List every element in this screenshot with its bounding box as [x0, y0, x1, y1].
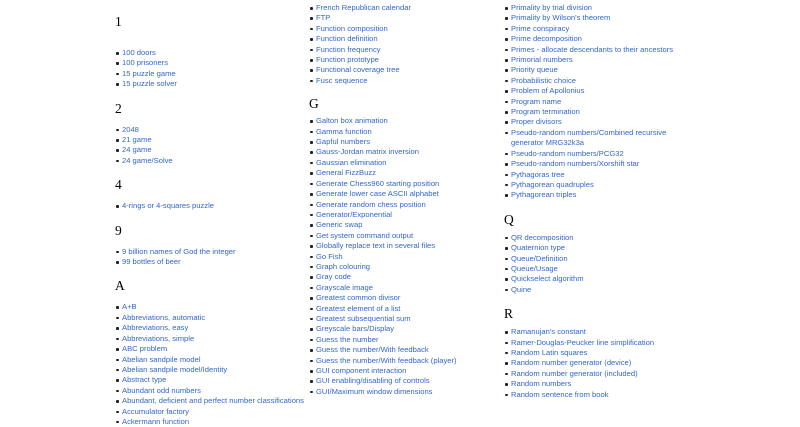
- list-item: [115, 145, 305, 155]
- section-9: [115, 224, 305, 268]
- list-item: [504, 327, 694, 337]
- task-link[interactable]: 2048: [122, 124, 139, 134]
- task-link[interactable]: Generate random chess position: [316, 199, 426, 209]
- task-link[interactable]: Random number generator (included): [511, 368, 638, 378]
- task-link[interactable]: Greatest subsequential sum: [316, 313, 411, 323]
- list-item: [309, 65, 499, 75]
- task-link[interactable]: QR decomposition: [511, 232, 574, 242]
- task-link[interactable]: Ramanujan's constant: [511, 327, 586, 337]
- task-link[interactable]: Greatest element of a list: [316, 303, 401, 313]
- task-link[interactable]: Prime decomposition: [511, 34, 582, 44]
- task-link[interactable]: Pseudo-random numbers/Xorshift star: [511, 159, 640, 169]
- list-item: [309, 147, 499, 157]
- task-link[interactable]: 15 puzzle game: [122, 68, 176, 78]
- list-item: [309, 220, 499, 230]
- task-link[interactable]: Quaternion type: [511, 243, 566, 253]
- task-link[interactable]: Function prototype: [316, 55, 379, 65]
- list-item: [504, 254, 694, 264]
- task-list: [504, 3, 694, 201]
- task-link[interactable]: Get system command output: [316, 230, 414, 240]
- list-item: [504, 338, 694, 348]
- list-item: [115, 355, 305, 365]
- task-link[interactable]: Primality by trial division: [511, 3, 593, 12]
- list-item: [309, 387, 499, 397]
- list-item: [115, 313, 305, 323]
- task-link[interactable]: Ackermann function: [122, 416, 190, 426]
- list-item: [504, 369, 694, 379]
- list-item: [504, 190, 694, 200]
- list-item: [309, 335, 499, 345]
- list-item: [309, 13, 499, 23]
- task-link[interactable]: Gaussian elimination: [316, 157, 387, 167]
- list-item: [309, 356, 499, 366]
- task-link[interactable]: Generic swap: [316, 220, 363, 230]
- task-link[interactable]: Probabilistic choice: [511, 75, 576, 85]
- list-item: [504, 76, 694, 86]
- task-link[interactable]: Function definition: [316, 34, 378, 44]
- list-item: [309, 241, 499, 251]
- list-item: [309, 127, 499, 137]
- task-link[interactable]: Function composition: [316, 23, 388, 33]
- task-link[interactable]: Quickselect algorithm: [511, 274, 584, 284]
- list-item: [504, 285, 694, 295]
- task-link[interactable]: Abbreviations, simple: [122, 333, 195, 343]
- task-list: [309, 3, 499, 86]
- task-link[interactable]: 4-rings or 4-squares puzzle: [122, 201, 215, 211]
- list-item: [115, 396, 305, 406]
- list-item: [309, 293, 499, 303]
- list-item: [115, 417, 305, 427]
- task-list: [504, 233, 694, 295]
- task-link[interactable]: General FizzBuzz: [316, 168, 376, 178]
- task-link[interactable]: French Republican calendar: [316, 3, 411, 12]
- task-link[interactable]: 24 game/Solve: [122, 155, 173, 165]
- task-link[interactable]: Graph colouring: [316, 261, 371, 271]
- list-item: [309, 3, 499, 13]
- task-link[interactable]: Guess the number: [316, 334, 379, 344]
- task-link[interactable]: Queue/Usage: [511, 263, 558, 273]
- section-heading: Q: [504, 211, 514, 227]
- list-item: [504, 45, 694, 55]
- list-item: [504, 149, 694, 159]
- section-f-continued: [309, 3, 499, 86]
- task-link[interactable]: Gamma function: [316, 126, 372, 136]
- list-item: [115, 125, 305, 135]
- task-link[interactable]: Priority queue: [511, 65, 558, 75]
- list-item: [115, 375, 305, 385]
- list-item: [309, 189, 499, 199]
- task-link[interactable]: 9 billion names of God the integer: [122, 246, 236, 256]
- task-link[interactable]: Pythagorean triples: [511, 190, 577, 200]
- list-item: [309, 200, 499, 210]
- task-link[interactable]: Gapful numbers: [316, 137, 371, 147]
- task-link[interactable]: Prime conspiracy: [511, 23, 570, 33]
- task-list: [115, 48, 305, 90]
- list-item: [504, 55, 694, 65]
- task-link[interactable]: FTP: [316, 13, 331, 23]
- section-heading: 4: [115, 177, 122, 193]
- list-item: [504, 86, 694, 96]
- task-link[interactable]: Pseudo-random numbers/Combined recursive generator MRG32k3a: [511, 127, 667, 148]
- task-link[interactable]: Random number generator (device): [511, 358, 632, 368]
- task-link[interactable]: Queue/Definition: [511, 253, 568, 263]
- task-link[interactable]: Greyscale bars/Display: [316, 324, 395, 334]
- list-item: [309, 345, 499, 355]
- task-link[interactable]: Abelian sandpile model/Identity: [122, 364, 228, 374]
- list-item: [504, 13, 694, 23]
- task-link[interactable]: GUI/Maximum window dimensions: [316, 386, 433, 396]
- section-heading: R: [504, 306, 514, 322]
- task-link[interactable]: Pseudo-random numbers/PCG32: [511, 148, 624, 158]
- list-item: [309, 168, 499, 178]
- section-g: [309, 97, 499, 397]
- task-link[interactable]: 24 game: [122, 145, 152, 155]
- task-link[interactable]: Pythagorean quadruples: [511, 179, 594, 189]
- task-link[interactable]: Abbreviations, easy: [122, 323, 189, 333]
- task-link[interactable]: Functional coverage tree: [316, 65, 400, 75]
- list-item: [309, 55, 499, 65]
- task-link[interactable]: Abstract type: [122, 375, 167, 385]
- list-item: [309, 137, 499, 147]
- section-4: [115, 178, 305, 211]
- task-list: [115, 302, 305, 427]
- task-link[interactable]: Problem of Apollonius: [511, 86, 585, 96]
- list-item: [504, 390, 694, 400]
- task-link[interactable]: Random Latin squares: [511, 347, 588, 357]
- list-item: [309, 283, 499, 293]
- task-link[interactable]: Gauss-Jordan matrix inversion: [316, 147, 419, 157]
- task-link[interactable]: Abelian sandpile model: [122, 354, 201, 364]
- task-link[interactable]: Guess the number/With feedback: [316, 345, 429, 355]
- list-item: [504, 65, 694, 75]
- list-item: [115, 257, 305, 267]
- list-item: [504, 180, 694, 190]
- list-item: [504, 159, 694, 169]
- task-link[interactable]: A+B: [122, 302, 137, 312]
- list-item: [504, 379, 694, 389]
- section-heading: A: [115, 278, 125, 294]
- section-heading: 2: [115, 100, 122, 116]
- task-link[interactable]: Function frequency: [316, 44, 381, 54]
- task-link[interactable]: Generator/Exponential: [316, 209, 392, 219]
- task-link[interactable]: Guess the number/With feedback (player): [316, 355, 457, 365]
- task-link[interactable]: Program termination: [511, 107, 580, 117]
- task-link[interactable]: Primality by Wilson's theorem: [511, 13, 611, 23]
- task-link[interactable]: Pythagoras tree: [511, 169, 565, 179]
- task-link[interactable]: Random numbers: [511, 379, 572, 389]
- section-heading: 9: [115, 222, 122, 238]
- task-list: [115, 247, 305, 268]
- task-link[interactable]: Primes - allocate descendants to their ancestors: [511, 44, 674, 54]
- task-link[interactable]: Abundant, deficient and perfect number classifications: [122, 396, 304, 406]
- column-2: [309, 0, 499, 397]
- list-item: [309, 158, 499, 168]
- list-item: [309, 179, 499, 189]
- list-item: [504, 264, 694, 274]
- column-3: [504, 0, 694, 400]
- task-link[interactable]: Globally replace text in several files: [316, 241, 436, 251]
- list-item: [504, 24, 694, 34]
- list-item: [115, 58, 305, 68]
- list-item: [309, 262, 499, 272]
- list-item: [309, 116, 499, 126]
- task-link[interactable]: 15 puzzle solver: [122, 79, 177, 89]
- list-item: [504, 358, 694, 368]
- list-item: [504, 348, 694, 358]
- list-item: [115, 365, 305, 375]
- list-item: [309, 366, 499, 376]
- task-link[interactable]: Abundant odd numbers: [122, 385, 201, 395]
- column-1: [115, 0, 305, 427]
- task-link[interactable]: Grayscale image: [316, 282, 373, 292]
- list-item: [309, 324, 499, 334]
- task-link[interactable]: GUI component interaction: [316, 366, 407, 375]
- task-link[interactable]: Proper divisors: [511, 117, 562, 127]
- list-item: [504, 117, 694, 127]
- section-1: [115, 15, 305, 90]
- task-link[interactable]: Primorial numbers: [511, 55, 573, 65]
- list-item: [309, 231, 499, 241]
- task-link[interactable]: Abbreviations, automatic: [122, 312, 206, 322]
- list-item: [115, 156, 305, 166]
- list-item: [115, 79, 305, 89]
- list-item: [309, 252, 499, 262]
- list-item: [309, 376, 499, 386]
- list-item: [309, 76, 499, 86]
- list-item: [115, 69, 305, 79]
- list-item: [504, 243, 694, 253]
- list-item: [115, 386, 305, 396]
- section-q: [504, 213, 694, 295]
- section-p-continued: [504, 3, 694, 201]
- task-link[interactable]: Accumulator factory: [122, 406, 190, 416]
- task-link[interactable]: Program name: [511, 96, 562, 106]
- list-item: [115, 201, 305, 211]
- task-link[interactable]: 99 bottles of beer: [122, 257, 181, 267]
- list-item: [115, 302, 305, 312]
- list-item: [115, 344, 305, 354]
- task-link[interactable]: Random sentence from book: [511, 389, 609, 399]
- task-link[interactable]: 100 doors: [122, 48, 156, 57]
- section-heading: G: [309, 96, 319, 112]
- task-link[interactable]: Generate Chess960 starting position: [316, 178, 440, 188]
- task-link[interactable]: Quine: [511, 284, 532, 294]
- task-list: [115, 201, 305, 211]
- list-item: [115, 135, 305, 145]
- list-item: [115, 247, 305, 257]
- task-link[interactable]: GUI enabling/disabling of controls: [316, 376, 430, 386]
- list-item: [309, 272, 499, 282]
- list-item: [504, 3, 694, 13]
- list-item: [115, 407, 305, 417]
- list-item: [309, 304, 499, 314]
- task-link[interactable]: Fusc sequence: [316, 75, 368, 85]
- list-item: [115, 323, 305, 333]
- list-item: [309, 45, 499, 55]
- task-link[interactable]: Galton box animation: [316, 116, 388, 126]
- section-a: [115, 279, 305, 427]
- list-item: [309, 34, 499, 44]
- task-link[interactable]: 100 prisoners: [122, 58, 169, 68]
- list-item: [115, 334, 305, 344]
- list-item: [115, 48, 305, 58]
- list-item: [504, 170, 694, 180]
- list-item: [504, 34, 694, 44]
- task-list: [504, 327, 694, 400]
- task-link[interactable]: Generate lower case ASCII alphabet: [316, 189, 439, 199]
- section-2: [115, 102, 305, 167]
- list-item: [309, 314, 499, 324]
- section-r: [504, 307, 694, 400]
- list-item: [504, 107, 694, 117]
- task-link[interactable]: 21 game: [122, 135, 152, 145]
- task-link[interactable]: Ramer-Douglas-Peucker line simplification: [511, 337, 655, 347]
- list-item: [504, 97, 694, 107]
- list-item: [309, 210, 499, 220]
- task-link[interactable]: Greatest common divisor: [316, 293, 401, 303]
- task-list: [309, 116, 499, 397]
- list-item: [504, 128, 694, 149]
- task-list: [115, 125, 305, 167]
- list-item: [504, 233, 694, 243]
- section-heading: 1: [115, 14, 122, 29]
- list-item: [309, 24, 499, 34]
- task-link[interactable]: Gray code: [316, 272, 352, 282]
- task-link[interactable]: Go Fish: [316, 251, 343, 261]
- task-link[interactable]: ABC problem: [122, 344, 168, 354]
- list-item: [504, 274, 694, 284]
